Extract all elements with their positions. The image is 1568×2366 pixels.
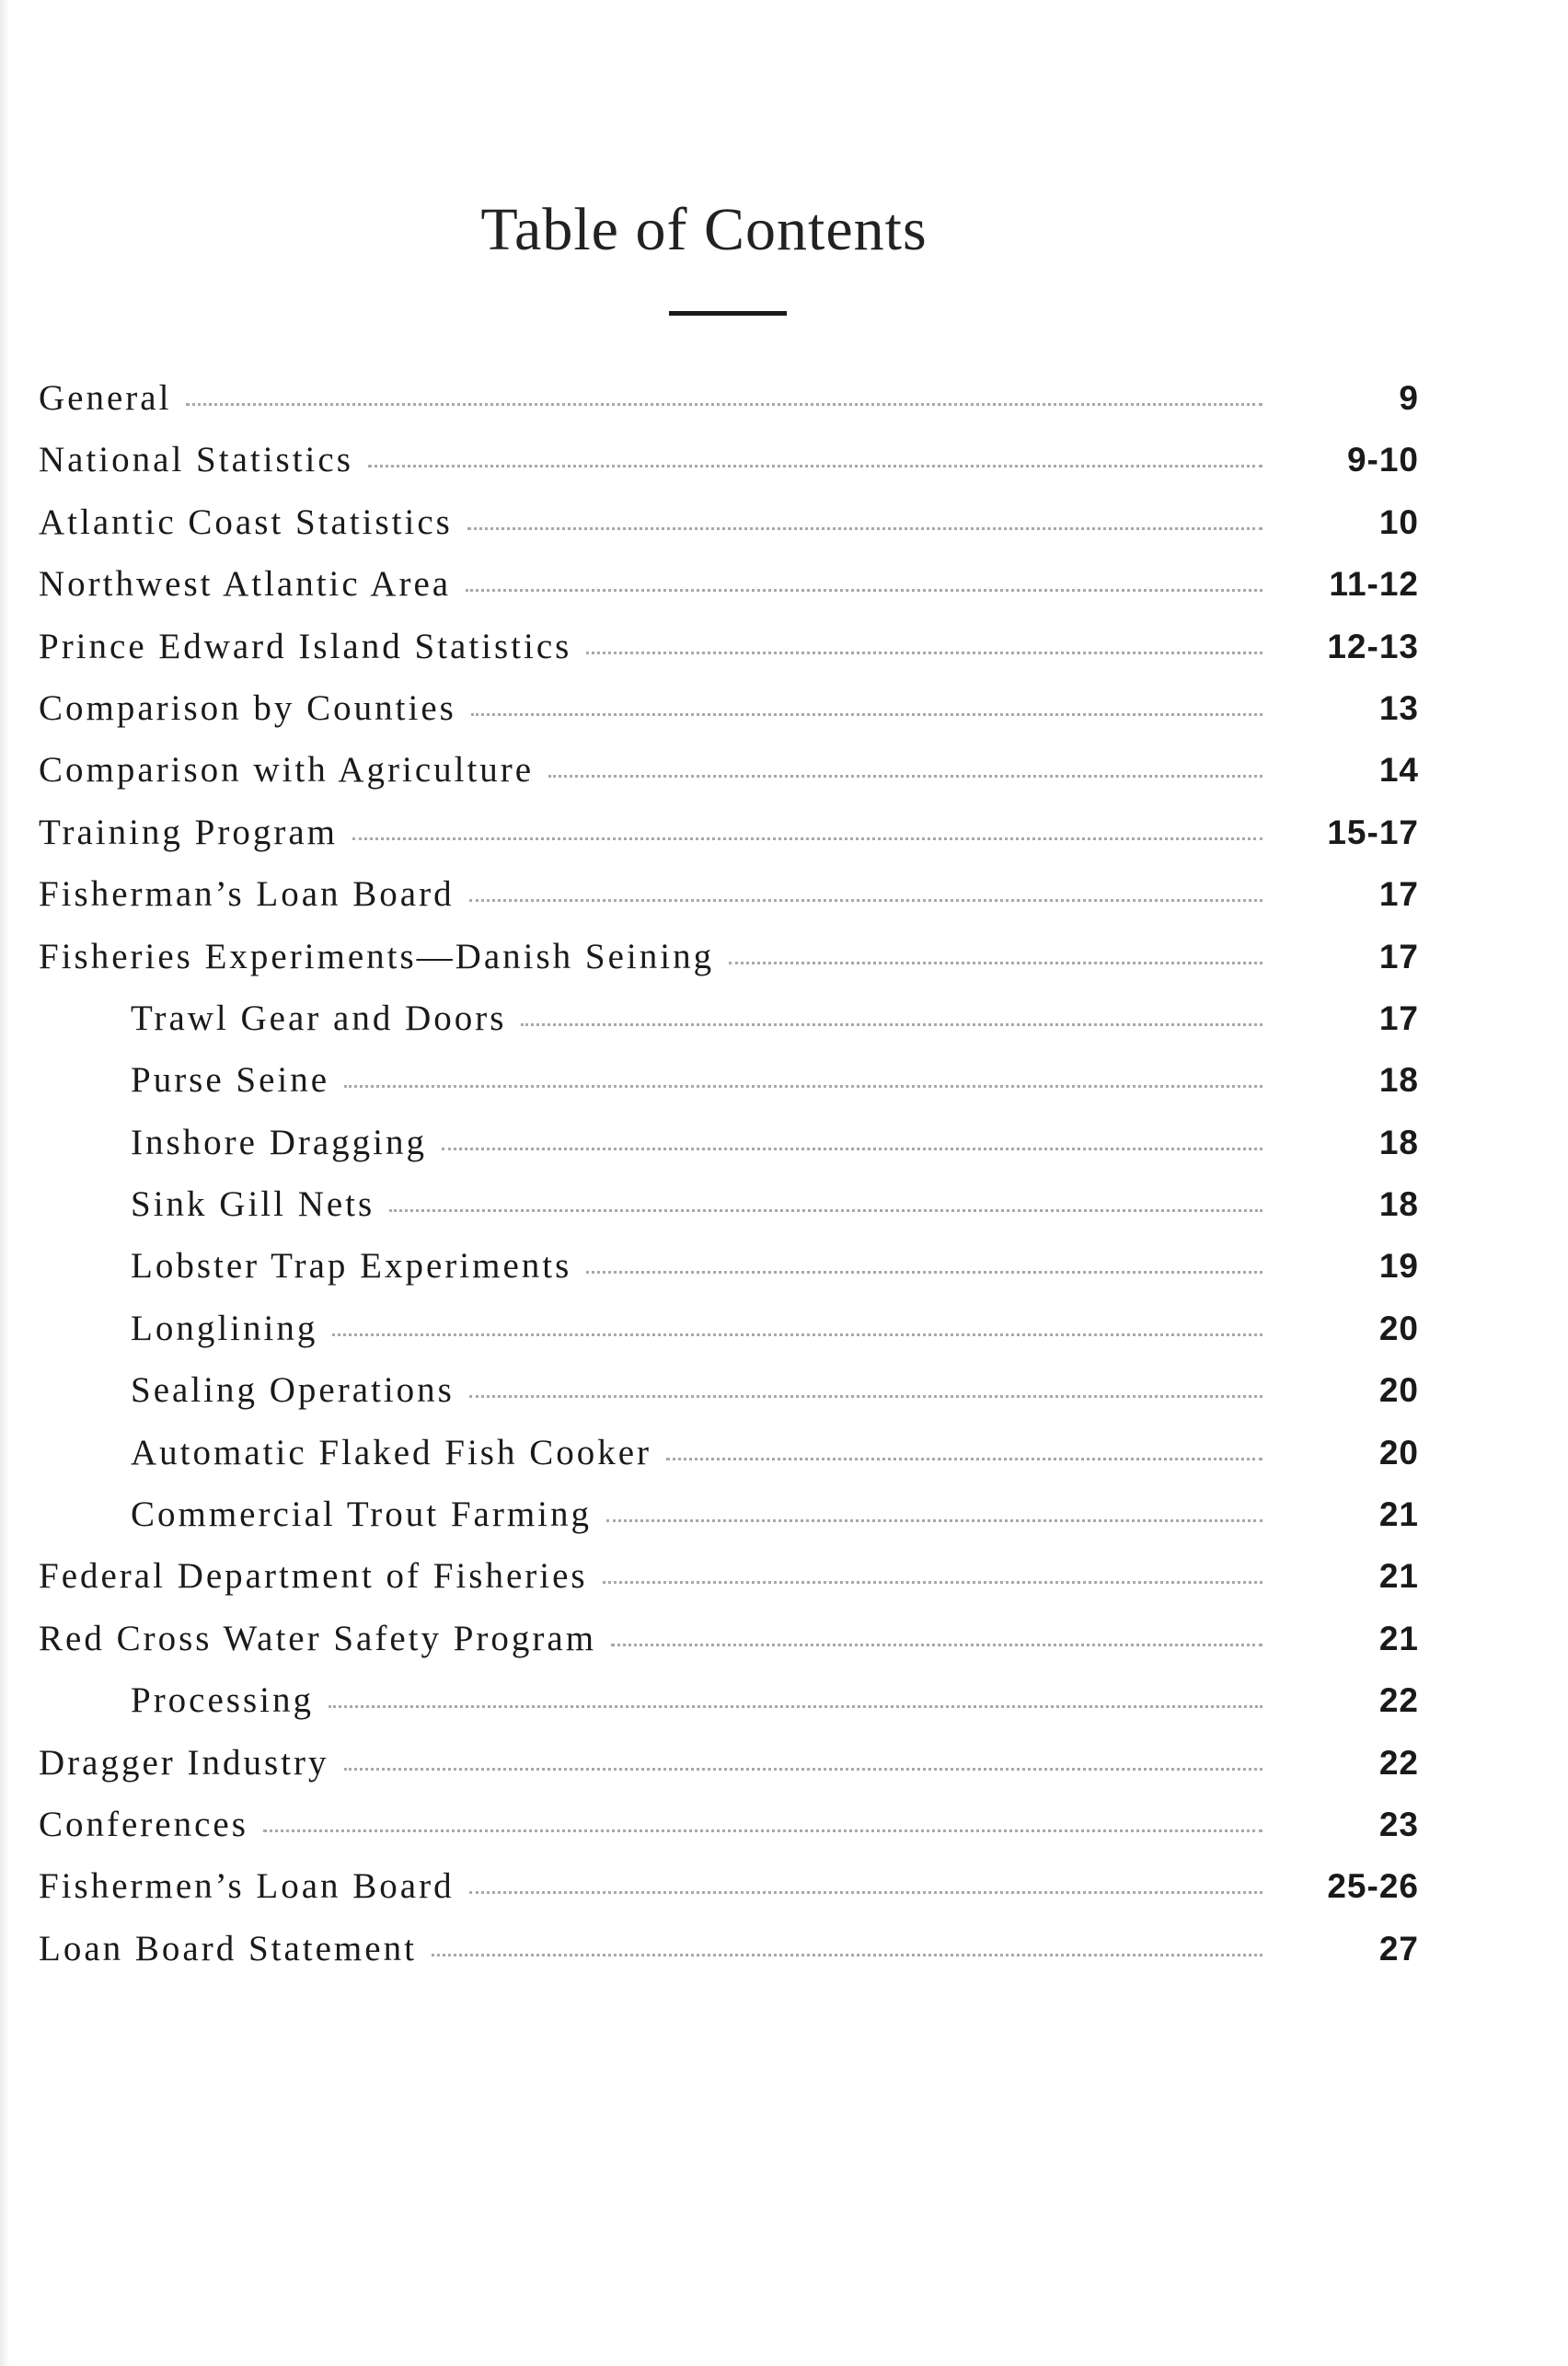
dot-leader: [606, 1518, 1262, 1522]
toc-entry: [39, 1742, 1419, 1804]
toc-entry-title: Inshore Dragging: [131, 1122, 428, 1162]
dot-leader: [329, 1703, 1262, 1708]
dot-leader: [469, 1393, 1262, 1398]
dot-leader: [344, 1766, 1263, 1771]
toc-entry: [39, 687, 1419, 749]
toc-entry-page-number: 9-10: [1346, 441, 1419, 479]
toc-entry-title: Fishermen’s Loan Board: [39, 1866, 455, 1907]
toc-entry: [39, 1618, 1419, 1679]
toc-entry-title: Automatic Flaked Fish Cooker: [131, 1432, 652, 1472]
toc-entry-page-number: 18: [1378, 1185, 1419, 1224]
toc-entry: [39, 749, 1419, 811]
toc-entry-page-number: 25-26: [1327, 1867, 1419, 1906]
dot-leader: [466, 587, 1262, 592]
toc-entry: [39, 626, 1419, 687]
toc-entry: [39, 1122, 1419, 1183]
toc-entry-title: Training Program: [39, 812, 338, 852]
dot-leader: [332, 1332, 1262, 1336]
dot-leader: [186, 401, 1262, 406]
toc-entry-title: Commercial Trout Farming: [131, 1495, 592, 1535]
toc-entry: [39, 998, 1419, 1059]
dot-leader: [442, 1146, 1262, 1150]
page-title: Table of Contents: [480, 196, 928, 264]
toc-entry-title: Sealing Operations: [131, 1370, 455, 1411]
toc-entry-page-number: 27: [1378, 1929, 1419, 1968]
dot-leader: [666, 1456, 1262, 1460]
toc-entry: [39, 1804, 1419, 1865]
toc-entry-title: Red Cross Water Safety Program: [39, 1618, 597, 1658]
toc-entry: [39, 1059, 1419, 1121]
toc-entry-page-number: 17: [1378, 937, 1419, 975]
dot-leader: [521, 1021, 1262, 1026]
dot-leader: [467, 525, 1262, 530]
toc-entry-page-number: 21: [1378, 1495, 1419, 1534]
toc-entry: [39, 1679, 1419, 1741]
dot-leader: [729, 960, 1262, 964]
toc-entry: [39, 1865, 1419, 1927]
dot-leader: [548, 773, 1262, 778]
toc-entry-page-number: 15-17: [1327, 813, 1419, 851]
toc-entry-page-number: 11-12: [1329, 565, 1419, 604]
toc-entry: [39, 377, 1419, 439]
toc-entry-page-number: 17: [1378, 875, 1419, 914]
toc-entry-page-number: 14: [1378, 751, 1419, 790]
toc-entry-title: Atlantic Coast Statistics: [39, 502, 453, 542]
dot-leader: [368, 463, 1262, 467]
toc-entry: [39, 1555, 1419, 1617]
dot-leader: [344, 1083, 1262, 1088]
toc-entry-title: Federal Department of Fisheries: [39, 1556, 588, 1597]
dot-leader: [586, 1269, 1262, 1274]
toc-entry-page-number: 10: [1378, 502, 1419, 541]
toc-entry-title: Comparison with Agriculture: [39, 750, 535, 791]
toc-entry: [39, 439, 1419, 501]
toc-entry-page-number: 20: [1378, 1433, 1419, 1472]
toc-entry-title: Purse Seine: [131, 1060, 330, 1101]
toc-entry-title: National Statistics: [39, 440, 353, 480]
dot-leader: [352, 836, 1262, 840]
toc-entry-page-number: 20: [1378, 1309, 1419, 1347]
toc-entry: [39, 873, 1419, 935]
dot-leader: [389, 1207, 1262, 1212]
toc-entry-page-number: 18: [1378, 1061, 1419, 1100]
dot-leader: [603, 1579, 1262, 1584]
dot-leader: [263, 1828, 1262, 1832]
toc-entry-page-number: 22: [1378, 1681, 1419, 1720]
toc-entry-title: Processing: [131, 1680, 314, 1721]
toc-entry: [39, 502, 1419, 563]
toc-entry: [39, 1432, 1419, 1494]
toc-entry-page-number: 23: [1378, 1805, 1419, 1843]
toc-entry-title: Lobster Trap Experiments: [131, 1246, 572, 1287]
toc-entry: [39, 936, 1419, 998]
toc-entry-title: Fisherman’s Loan Board: [39, 874, 455, 915]
toc-entry-page-number: 9: [1399, 379, 1419, 417]
toc-entry: [39, 1183, 1419, 1245]
toc-entry: [39, 1245, 1419, 1307]
page-edge-shadow: [0, 0, 9, 2366]
toc-entry-page-number: 19: [1378, 1247, 1419, 1286]
toc-entry: [39, 1494, 1419, 1555]
dot-leader: [471, 711, 1262, 716]
toc-entry: [39, 1928, 1419, 1990]
toc-entry-page-number: 21: [1378, 1557, 1419, 1596]
toc-entry-title: Sink Gill Nets: [131, 1184, 375, 1225]
toc-entry-title: Dragger Industry: [39, 1742, 329, 1783]
dot-leader: [586, 650, 1262, 654]
toc-entry-page-number: 22: [1378, 1743, 1419, 1782]
toc-entry: [39, 1369, 1419, 1431]
title-divider: [669, 311, 787, 316]
toc-entry-title: Conferences: [39, 1804, 248, 1844]
table-of-contents: [39, 377, 1419, 1990]
toc-entry-title: Trawl Gear and Doors: [131, 998, 507, 1038]
toc-entry-page-number: 18: [1378, 1123, 1419, 1161]
toc-entry-title: Northwest Atlantic Area: [39, 564, 452, 605]
toc-entry-page-number: 21: [1378, 1619, 1419, 1657]
toc-entry: [39, 812, 1419, 873]
toc-entry: [39, 563, 1419, 625]
dot-leader: [469, 897, 1262, 902]
toc-entry-title: Longlining: [131, 1308, 318, 1348]
toc-entry-page-number: 12-13: [1327, 627, 1419, 665]
toc-entry-page-number: 17: [1378, 998, 1419, 1037]
toc-entry-title: Prince Edward Island Statistics: [39, 626, 572, 666]
toc-entry-page-number: 13: [1378, 688, 1419, 727]
toc-entry-page-number: 20: [1378, 1371, 1419, 1410]
dot-leader: [432, 1952, 1262, 1956]
toc-entry-title: Fisheries Experiments—Danish Seining: [39, 936, 715, 976]
toc-entry-title: Comparison by Counties: [39, 687, 456, 728]
dot-leader: [611, 1642, 1262, 1646]
toc-entry-title: General: [39, 378, 172, 418]
toc-entry: [39, 1308, 1419, 1369]
dot-leader: [469, 1889, 1262, 1894]
toc-entry-title: Loan Board Statement: [39, 1928, 417, 1968]
